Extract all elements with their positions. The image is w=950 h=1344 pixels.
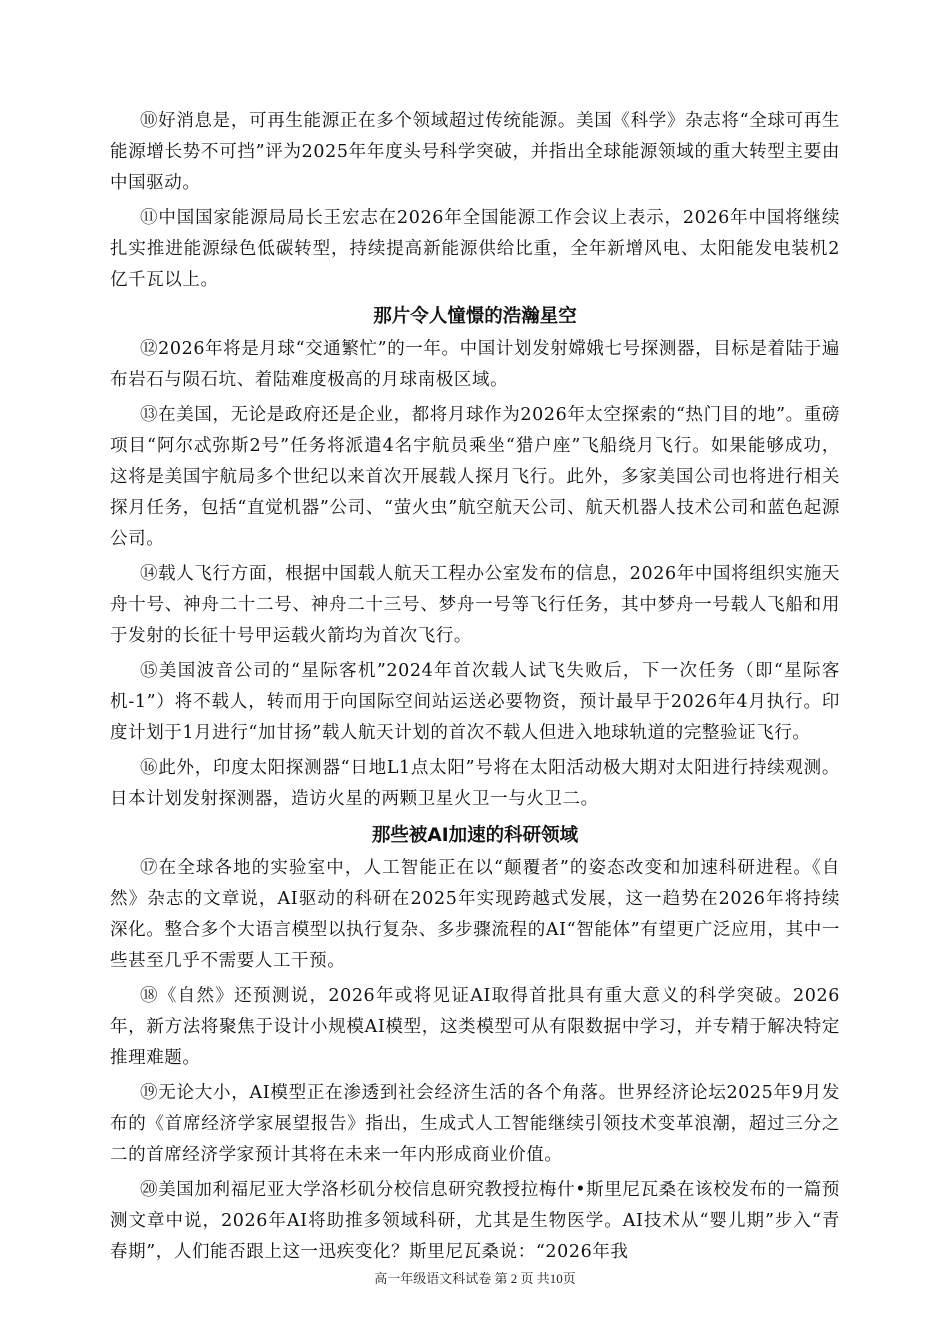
paragraph-14: ⑭载人飞行方面，根据中国载人航天工程办公室发布的信息，2026年中国将组织实施天舟十号、神舟二十二号、神舟二十三号、梦舟一号等飞行任务，其中梦舟一号载人飞船和用于发射的长征十号甲运载火箭均为首次飞行。 xyxy=(110,564,840,646)
paragraph-11: ⑪中国国家能源局局长王宏志在2026年全国能源工作会议上表示，2026年中国将继续扎实推进能源绿色低碳转型，持续提高新能源供给比重，全年新增风电、太阳能发电装机2亿千瓦以上。 xyxy=(110,208,840,290)
paragraph-18: ⑱《自然》还预测说，2026年或将见证AI取得首批具有重大意义的科学突破。2026年，新方法将聚焦于设计小规模AI模型，这类模型可从有限数据中学习，并专精于解决特定推理难题。 xyxy=(110,986,840,1068)
paragraph-17: ⑰在全球各地的实验室中，人工智能正在以“颠覆者”的姿态改变和加速科研进程。《自然》杂志的文章说，AI驱动的科研在2025年实现跨越式发展，这一趋势在2026年将持续深化。整合多个大语言模型以执行复杂、多步骤流程的AI“智能体”有望更广泛应用，其中一些甚至几乎不需要人工干预。 xyxy=(110,858,840,971)
paragraph-12: ⑫2026年将是月球“交通繁忙”的一年。中国计划发射嫦娥七号探测器，目标是着陆于遍布岩石与陨石坑、着陆难度极高的月球南极区域。 xyxy=(110,339,840,390)
section-heading-starry-sky: 那片令人憧憬的浩瀚星空 xyxy=(373,306,577,327)
paragraph-10: ⑩好消息是，可再生能源正在多个领域超过传统能源。美国《科学》杂志将“全球可再生能源增长势不可挡”评为2025年年度头号科学突破，并指出全球能源领域的重大转型主要由中国驱动。 xyxy=(110,111,840,193)
paragraph-15: ⑮美国波音公司的“星际客机”2024年首次载人试飞失败后，下一次任务（即“星际客机-1”）将不载人，转而用于向国际空间站运送必要物资，预计最早于2026年4月执行。印度计划于1月进行“加甘扬”载人航天计划的首次不载人但进入地球轨道的完整验证飞行。 xyxy=(110,661,840,743)
section-heading-ai-research: 那些被AI加速的科研领域 xyxy=(371,825,579,846)
page-footer: 高一年级语文科试卷 第 2 页 共10页 xyxy=(374,1271,576,1286)
paragraph-13: ⑬在美国，无论是政府还是企业，都将月球作为2026年太空探索的“热门目的地”。重磅项目“阿尔忒弥斯2号”任务将派遣4名宇航员乘坐“猎户座”飞船绕月飞行。如果能够成功，这将是美国宇航局多个世纪以来首次开展载人探月飞行。此外，多家美国公司也将进行相关探月任务，包括“直觉机器”公司、“萤火虫”航空航天公司、航天机器人技术公司和蓝色起源公司。 xyxy=(110,405,840,549)
paragraph-16: ⑯此外，印度太阳探测器“日地L1点太阳”号将在太阳活动极大期对太阳进行持续观测。日本计划发射探测器，造访火星的两颗卫星火卫一与火卫二。 xyxy=(110,758,840,809)
paragraph-19: ⑲无论大小，AI模型正在渗透到社会经济生活的各个角落。世界经济论坛2025年9月发布的《首席经济学家展望报告》指出，生成式人工智能继续引领技术变革浪潮，超过三分之二的首席经济学家预计其将在未来一年内形成商业价值。 xyxy=(110,1083,840,1165)
paragraph-20: ⑳美国加利福尼亚大学洛杉矶分校信息研究教授拉梅什•斯里尼瓦桑在该校发布的一篇预测文章中说，2026年AI将助推多领域科研，尤其是生物医学。AI技术从“婴儿期”步入“青春期”，人们能否跟上这一迅疾变化？斯里尼瓦桑说：“2026年我 xyxy=(110,1180,840,1262)
article-body xyxy=(110,106,840,1272)
